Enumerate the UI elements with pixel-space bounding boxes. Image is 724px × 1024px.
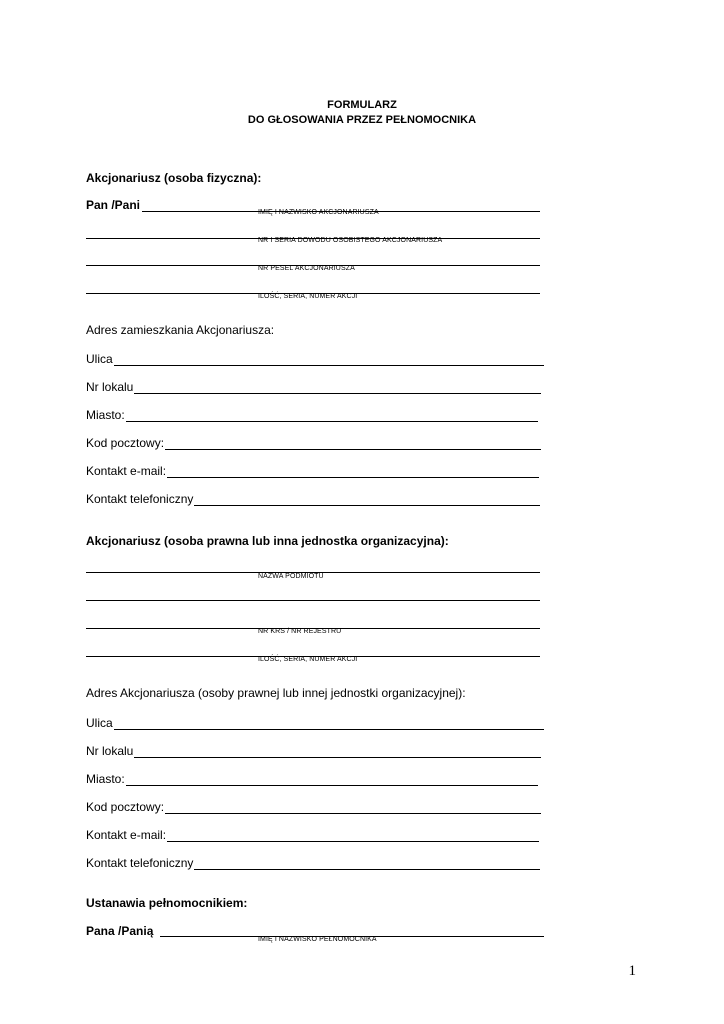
street-field[interactable] <box>86 350 544 366</box>
caption-pesel: NR PESEL AKCJONARIUSZA <box>258 265 355 272</box>
city-field[interactable] <box>86 406 538 422</box>
caption-legal-shares: ILOŚĆ, SERIA, NUMER AKCJI <box>258 656 358 663</box>
natural-person-heading: Akcjonariusz (osoba fizyczna): <box>86 171 262 185</box>
legal-email-label: Kontakt e-mail: <box>86 828 167 842</box>
caption-entity-name: NAZWA PODMIOTU <box>258 573 324 580</box>
proxy-name-label: Pana /Panią <box>86 924 154 938</box>
caption-krs: NR KRS / NR REJESTRU <box>258 628 342 635</box>
street-label: Ulica <box>86 352 113 366</box>
caption-shares: ILOŚĆ, SERIA, NUMER AKCJI <box>258 293 358 300</box>
legal-unit-number-label: Nr lokalu <box>86 744 134 758</box>
legal-person-heading: Akcjonariusz (osoba prawna lub inna jednostka organizacyjna): <box>86 534 449 548</box>
residence-address-heading: Adres zamieszkania Akcjonariusza: <box>86 323 275 337</box>
legal-phone-label: Kontakt telefoniczny <box>86 856 194 870</box>
legal-postal-code-field[interactable] <box>86 798 541 814</box>
entity-name-line-2[interactable] <box>86 600 540 601</box>
phone-field[interactable] <box>86 490 540 506</box>
legal-address-heading: Adres Akcjonariusza (osoby prawnej lub innej jednostki organizacyjnej): <box>86 686 466 700</box>
caption-id-card: NR I SERIA DOWODU OSOBISTEGO AKCJONARIUSZA <box>258 237 443 244</box>
legal-postal-code-label: Kod pocztowy: <box>86 800 165 814</box>
legal-street-field[interactable] <box>86 714 544 730</box>
name-label: Pan /Pani <box>86 198 141 212</box>
legal-city-field[interactable] <box>86 770 538 786</box>
legal-street-label: Ulica <box>86 716 113 730</box>
unit-number-field[interactable] <box>86 378 541 394</box>
city-label: Miasto: <box>86 408 125 422</box>
legal-email-field[interactable] <box>86 826 539 842</box>
caption-proxy-name: IMIĘ I NAZWISKO PEŁNOMOCNIKA <box>258 936 377 943</box>
form-title: FORMULARZ <box>327 99 397 111</box>
legal-city-label: Miasto: <box>86 772 125 786</box>
legal-phone-field[interactable] <box>86 854 540 870</box>
page-number: 1 <box>628 963 636 979</box>
email-field[interactable] <box>86 462 539 478</box>
legal-unit-number-field[interactable] <box>86 742 541 758</box>
form-subtitle: DO GŁOSOWANIA PRZEZ PEŁNOMOCNIKA <box>247 114 477 126</box>
postal-code-field[interactable] <box>86 434 541 450</box>
proxy-heading: Ustanawia pełnomocnikiem: <box>86 896 248 910</box>
caption-shareholder-name: IMIĘ I NAZWISKO AKCJONARIUSZA <box>258 209 379 216</box>
postal-code-label: Kod pocztowy: <box>86 436 165 450</box>
phone-label: Kontakt telefoniczny <box>86 492 194 506</box>
email-label: Kontakt e-mail: <box>86 464 167 478</box>
unit-number-label: Nr lokalu <box>86 380 134 394</box>
